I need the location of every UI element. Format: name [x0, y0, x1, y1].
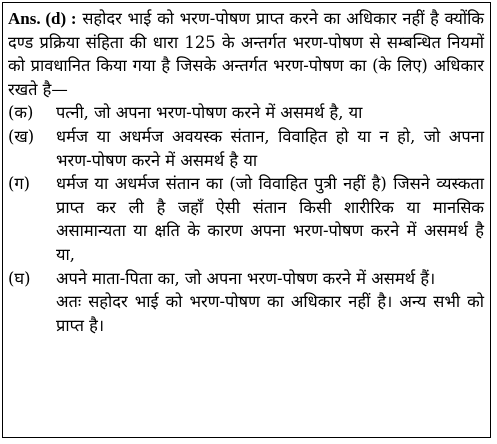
answer-intro-text: सहोदर भाई को भरण-पोषण प्राप्त करने का अधिकार नहीं है क्योंकि दण्ड प्रक्रिया संहिता की धारा 125 के अन्तर्गत भरण-पोषण से सम्बन्धित नियमों को प्रावधानित किया गया है जिसके अन्तर्गत भरण-पोषण का (के लिए) अधिकार रखते है—: [8, 9, 484, 99]
answer-label: Ans. (d) :: [8, 9, 77, 28]
list-item-gha: [8, 267, 484, 338]
list-item-text: अपने माता-पिता का, जो अपना भरण-पोषण करने में असमर्थ हैं।: [56, 268, 436, 288]
list-item-ga: [8, 172, 484, 266]
answer-box: [2, 2, 491, 438]
answer-intro-paragraph: [8, 7, 484, 101]
list-item-kha: [8, 125, 484, 172]
list-item-body: [56, 125, 484, 172]
list-marker: (ख): [8, 126, 35, 146]
list-item-ka: [8, 101, 484, 125]
list-item-body: [56, 101, 484, 125]
list-marker: (क): [8, 103, 34, 123]
list-item-body: [56, 267, 484, 338]
conclusion-text: अतः सहोदर भाई को भरण-पोषण का अधिकार नहीं है। अन्य सभी को प्राप्त है।: [56, 292, 484, 335]
list-marker: (घ): [8, 268, 31, 288]
list-item-text: धर्मज या अधर्मज संतान का (जो विवाहित पुत्री नहीं है) जिसने व्यस्कता प्राप्त कर ली है जहाँ ऐसी संतान किसी शारीरिक या मानसिक असामान्यता या क्षति के कारण अपना भरण-पोषण करने में असमर्थ है या,: [56, 174, 484, 264]
list-item-text: पत्नी, जो अपना भरण-पोषण करने में असमर्थ है, या: [56, 103, 363, 123]
list-marker: (ग): [8, 174, 31, 194]
list-item-text: धर्मज या अधर्मज अवयस्क संतान, विवाहित हो या न हो, जो अपना भरण-पोषण करने में असमर्थ है या: [56, 126, 484, 170]
list-item-body: [56, 172, 484, 266]
